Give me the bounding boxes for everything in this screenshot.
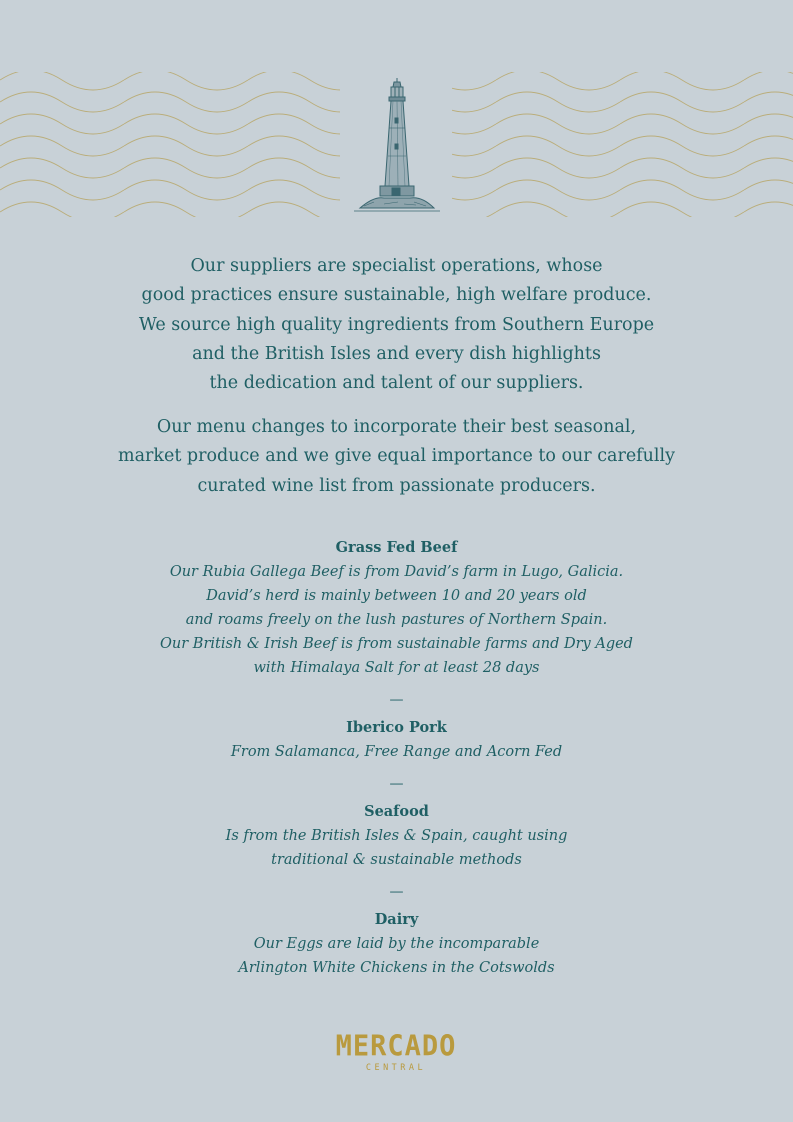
section-title: Iberico Pork — [346, 719, 447, 736]
intro-line: curated wine list from passionate producers. — [197, 475, 596, 496]
section-line: Arlington White Chickens in the Cotswolds — [238, 960, 555, 976]
lighthouse-icon — [354, 78, 440, 214]
intro-line: good practices ensure sustainable, high welfare produce. — [141, 285, 652, 306]
section-line: From Salamanca, Free Range and Acorn Fed — [230, 744, 563, 760]
mercado-central-logo — [296, 1030, 496, 1073]
intro-line: market produce and we give equal importance to our carefully — [117, 446, 676, 467]
section-line: Our Rubia Gallega Beef is from David’s farm in Lugo, Galicia. — [169, 564, 624, 580]
section-line: and roams freely on the lush pastures of Northern Spain. — [185, 612, 608, 628]
logo-name: MERCADO — [335, 1030, 457, 1063]
intro-line: the dedication and talent of our suppliers. — [209, 373, 584, 394]
divider: — — [389, 776, 404, 792]
section-dairy — [0, 908, 793, 980]
section-line: David’s herd is mainly between 10 and 20 years old — [206, 588, 587, 604]
logo-subtitle: CENTRAL — [365, 1063, 427, 1073]
section-iberico-pork — [0, 716, 793, 764]
intro-line: Our suppliers are specialist operations, whose — [190, 256, 603, 276]
section-line: Is from the British Isles & Spain, caught using — [225, 828, 568, 844]
intro-paragraph-1 — [0, 252, 793, 398]
section-title: Grass Fed Beef — [335, 539, 458, 556]
divider: — — [389, 884, 404, 900]
section-line: with Himalaya Salt for at least 28 days — [253, 660, 540, 676]
section-grass-fed-beef — [0, 536, 793, 680]
section-title: Seafood — [364, 803, 429, 820]
section-line: Our British & Irish Beef is from sustainable farms and Dry Aged — [160, 636, 633, 652]
intro-paragraph-2 — [0, 413, 793, 501]
divider: — — [389, 692, 404, 708]
section-line: traditional & sustainable methods — [271, 852, 522, 868]
supplier-sections — [0, 536, 793, 980]
section-title: Dairy — [374, 911, 419, 928]
intro-line: and the British Isles and every dish highlights — [192, 343, 601, 364]
intro-line: We source high quality ingredients from Southern Europe — [138, 314, 655, 335]
section-line: Our Eggs are laid by the incomparable — [253, 936, 540, 952]
section-seafood — [0, 800, 793, 872]
intro-line: Our menu changes to incorporate their best seasonal, — [156, 417, 637, 437]
